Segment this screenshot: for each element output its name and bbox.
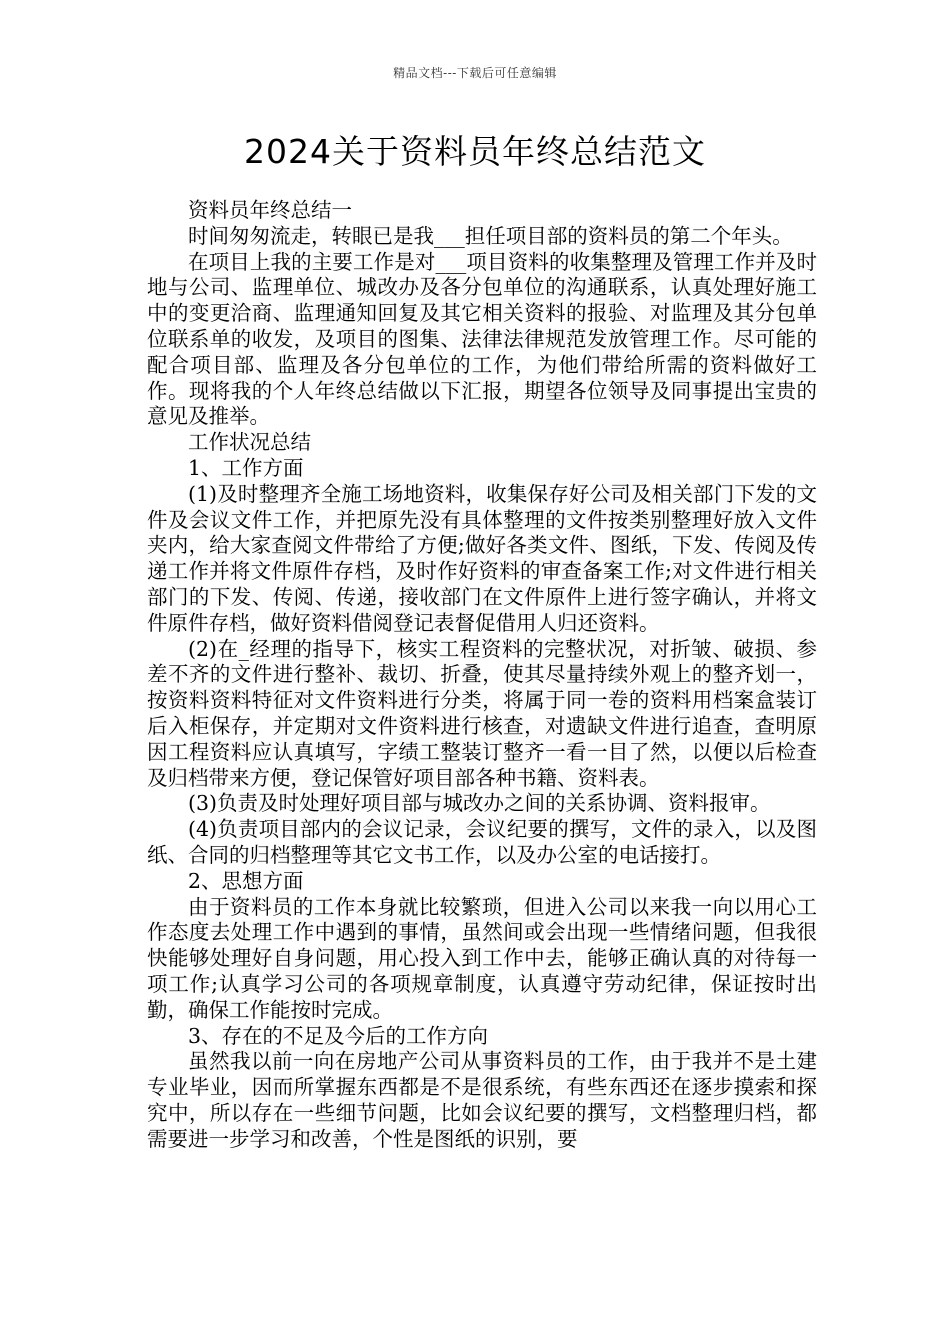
paragraph: (4)负责项目部内的会议记录，会议纪要的撰写，文件的录入，以及图纸、合同的归档整理等其它文书工作，以及办公室的电话接打。	[147, 817, 817, 867]
paragraph: 时间匆匆流走，转眼已是我___担任项目部的资料员的第二个年头。	[188, 223, 793, 248]
section-heading: 1、工作方面	[188, 455, 304, 480]
section-heading: 2、思想方面	[188, 868, 304, 893]
paragraph: (2)在_经理的指导下，核实工程资料的完整状况，对折皱、破损、参差不齐的文件进行整补、裁切、折叠，使其尽量持续外观上的整齐划一，按资料资料特征对文件资料进行分类，将属于同一卷的资料用档案盒装订后入柜保存，并定期对文件资料进行核查，对遗缺文件进行追查，查明原因工程资料应认真填写，字绩工整装订整齐一看一目了然，以便以后检查及归档带来方便，登记保管好项目部各种书籍、资料表。	[147, 636, 817, 790]
header-note: 精品文档---下载后可任意编辑	[393, 66, 557, 80]
section-heading: 资料员年终总结一	[188, 198, 352, 222]
paragraph: (1)及时整理齐全施工场地资料，收集保存好公司及相关部门下发的文件及会议文件工作，并把原先没有具体整理的文件按类别整理好放入文件夹内，给大家查阅文件带给了方便;做好各类文件、图纸，下发、传阅及传递工作并将文件原件存档，及时作好资料的审查备案工作;对文件进行相关部门的下发、传阅、传递，接收部门在文件原件上进行签字确认，并将文件原件存档，做好资料借阅登记表督促借用人归还资料。	[147, 481, 817, 635]
paragraph: (3)负责及时处理好项目部与城改办之间的关系协调、资料报审。	[188, 791, 771, 816]
document-body	[147, 198, 817, 1152]
section-heading: 工作状况总结	[188, 430, 311, 455]
paragraph: 虽然我以前一向在房地产公司从事资料员的工作，由于我并不是土建专业毕业，因而所掌握东西都是不是很系统，有些东西还在逐步摸索和探究中，所以存在一些细节问题，比如会议纪要的撰写，文档整理归档，都需要进一步学习和改善，个性是图纸的识别，要	[147, 1049, 817, 1151]
section-heading: 3、存在的不足及今后的工作方向	[188, 1023, 489, 1048]
paragraph: 由于资料员的工作本身就比较繁琐，但进入公司以来我一向以用心工作态度去处理工作中遇到的事情，虽然间或会出现一些情绪问题，但我很快能够处理好自身问题，用心投入到工作中去，能够正确认真的对待每一项工作;认真学习公司的各项规章制度，认真遵守劳动纪律，保证按时出勤，确保工作能按时完成。	[147, 894, 817, 1022]
paragraph: 在项目上我的主要工作是对___项目资料的收集整理及管理工作并及时地与公司、监理单位、城改办及各分包单位的沟通联系，认真处理好施工中的变更洽商、监理通知回复及其它相关资料的报验、对监理及其分包单位联系单的收发，及项目的图集、法律法律规范发放管理工作。尽可能的配合项目部、监理及各分包单位的工作，为他们带给所需的资料做好工作。现将我的个人年终总结做以下汇报，期望各位领导及同事提出宝贵的意见及推举。	[147, 249, 817, 429]
document-title: 2024关于资料员年终总结范文	[244, 132, 706, 171]
